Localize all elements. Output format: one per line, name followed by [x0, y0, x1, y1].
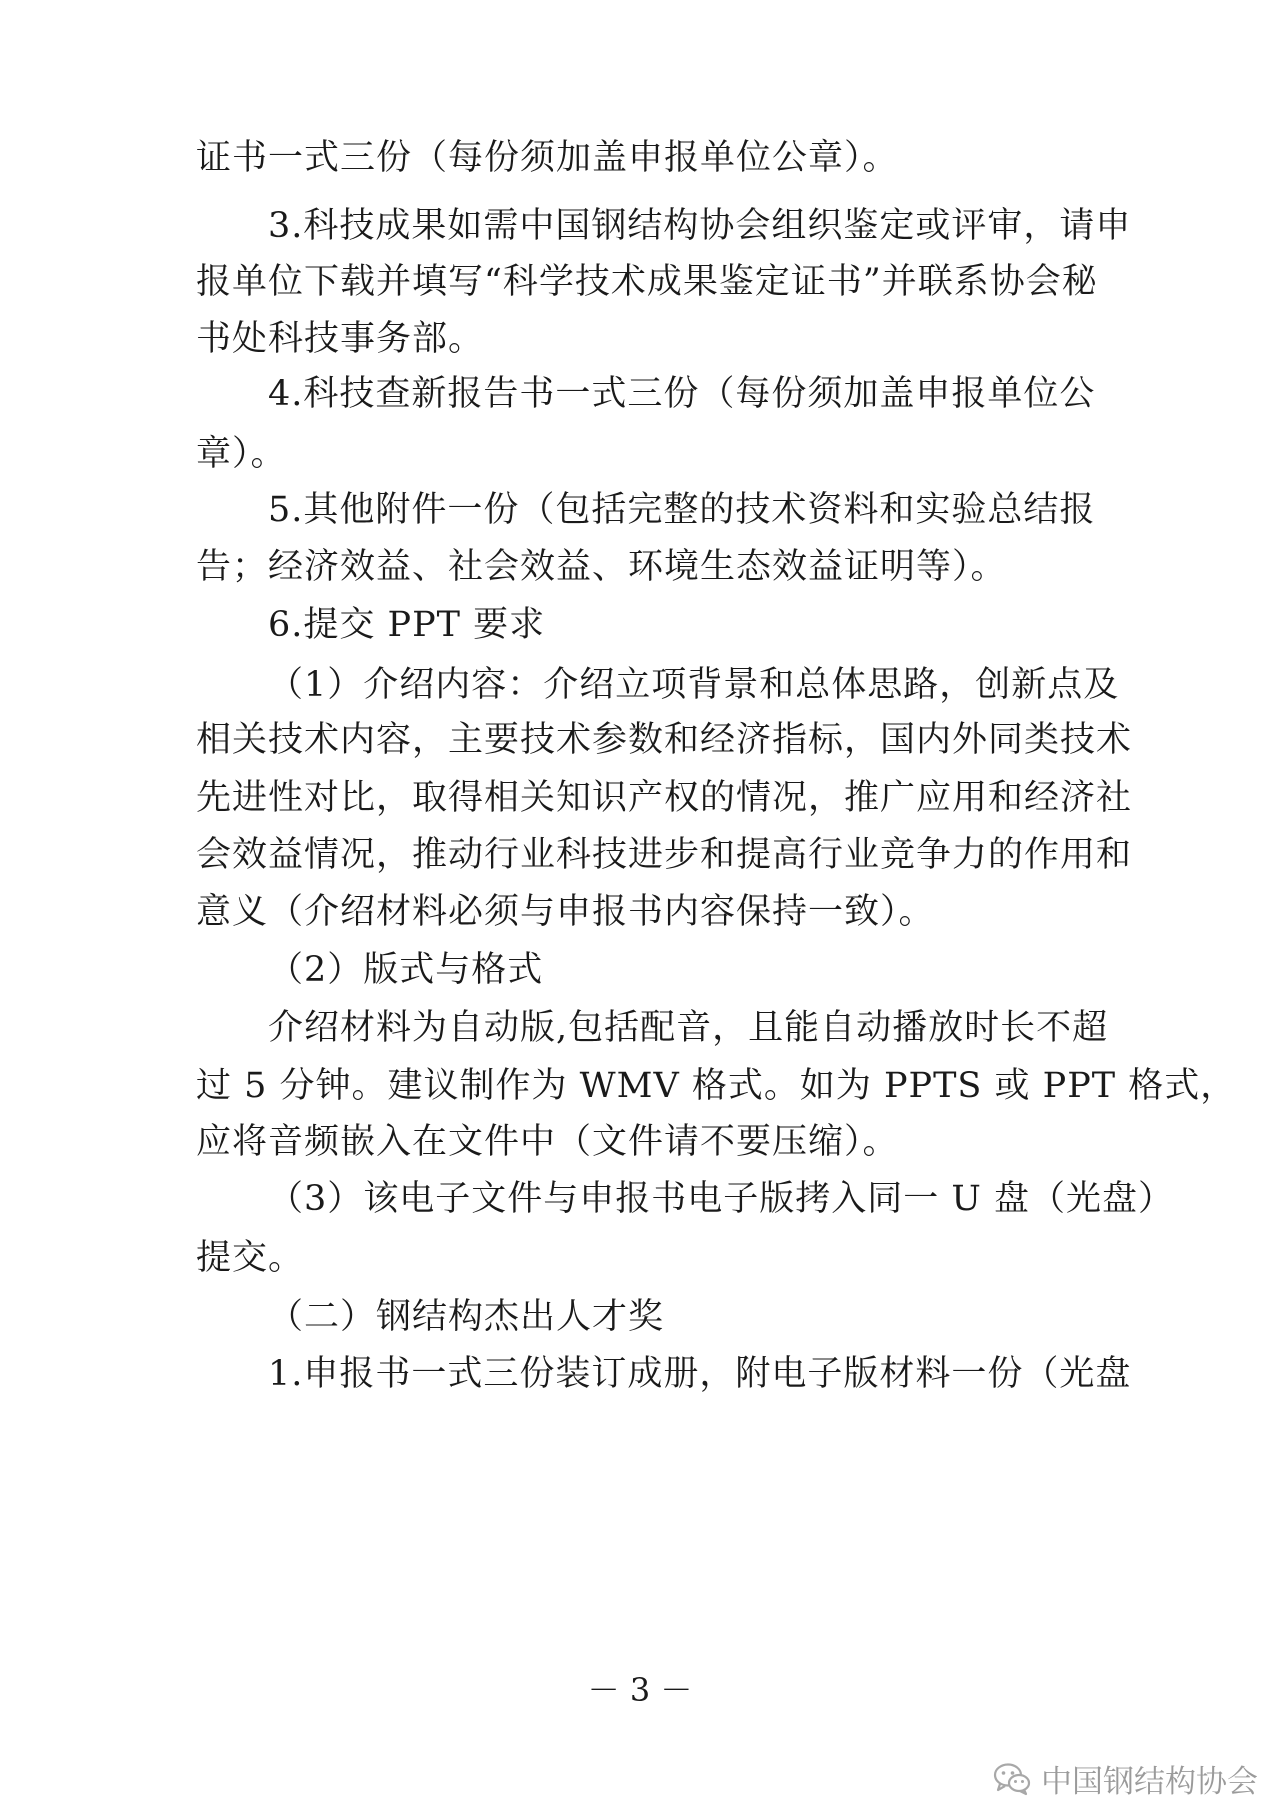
body-line: 告；经济效益、社会效益、环境生态效益证明等）。: [196, 547, 1007, 587]
body-line: 意义（介绍材料必须与申报书内容保持一致）。: [196, 892, 935, 932]
body-line: 5.其他附件一份（包括完整的技术资料和实验总结报: [268, 490, 1096, 530]
watermark: [993, 1756, 1258, 1801]
body-line: （1）介绍内容：介绍立项背景和总体思路，创新点及: [268, 665, 1120, 705]
body-line: （2）版式与格式: [268, 950, 544, 990]
body-line: 3.科技成果如需中国钢结构协会组织鉴定或评审，请申: [268, 206, 1132, 246]
body-line: （3）该电子文件与申报书电子版拷入同一 U 盘（光盘）: [268, 1179, 1175, 1219]
body-line: 1.申报书一式三份装订成册，附电子版材料一份（光盘: [268, 1354, 1132, 1394]
body-line: 过 5 分钟。建议制作为 WMV 格式。如为 PPTS 或 PPT 格式，: [196, 1066, 1237, 1106]
body-line: 先进性对比，取得相关知识产权的情况，推广应用和经济社: [196, 778, 1133, 818]
body-line: 提交。: [196, 1238, 305, 1278]
body-line: 会效益情况，推动行业科技进步和提高行业竞争力的作用和: [196, 835, 1133, 875]
body-line: 相关技术内容，主要技术参数和经济指标，国内外同类技术: [196, 720, 1133, 760]
body-line: 应将音频嵌入在文件中（文件请不要压缩）。: [196, 1122, 899, 1162]
body-line: 报单位下载并填写“科学技术成果鉴定证书”并联系协会秘: [196, 262, 1098, 302]
body-line: 6.提交 PPT 要求: [268, 605, 546, 645]
body-line: 章）。: [196, 434, 287, 474]
section-heading: （二）钢结构杰出人才奖: [268, 1297, 665, 1337]
wechat-icon: [993, 1762, 1031, 1796]
page-number: － 3 －: [587, 1671, 693, 1709]
watermark-text: 中国钢结构协会: [1041, 1764, 1258, 1800]
body-line: 4.科技查新报告书一式三份（每份须加盖申报单位公: [268, 374, 1096, 414]
body-line: 证书一式三份（每份须加盖申报单位公章）。: [196, 138, 899, 178]
body-line: 书处科技事务部。: [196, 319, 485, 359]
body-line: 介绍材料为自动版,包括配音，且能自动播放时长不超: [268, 1008, 1109, 1048]
